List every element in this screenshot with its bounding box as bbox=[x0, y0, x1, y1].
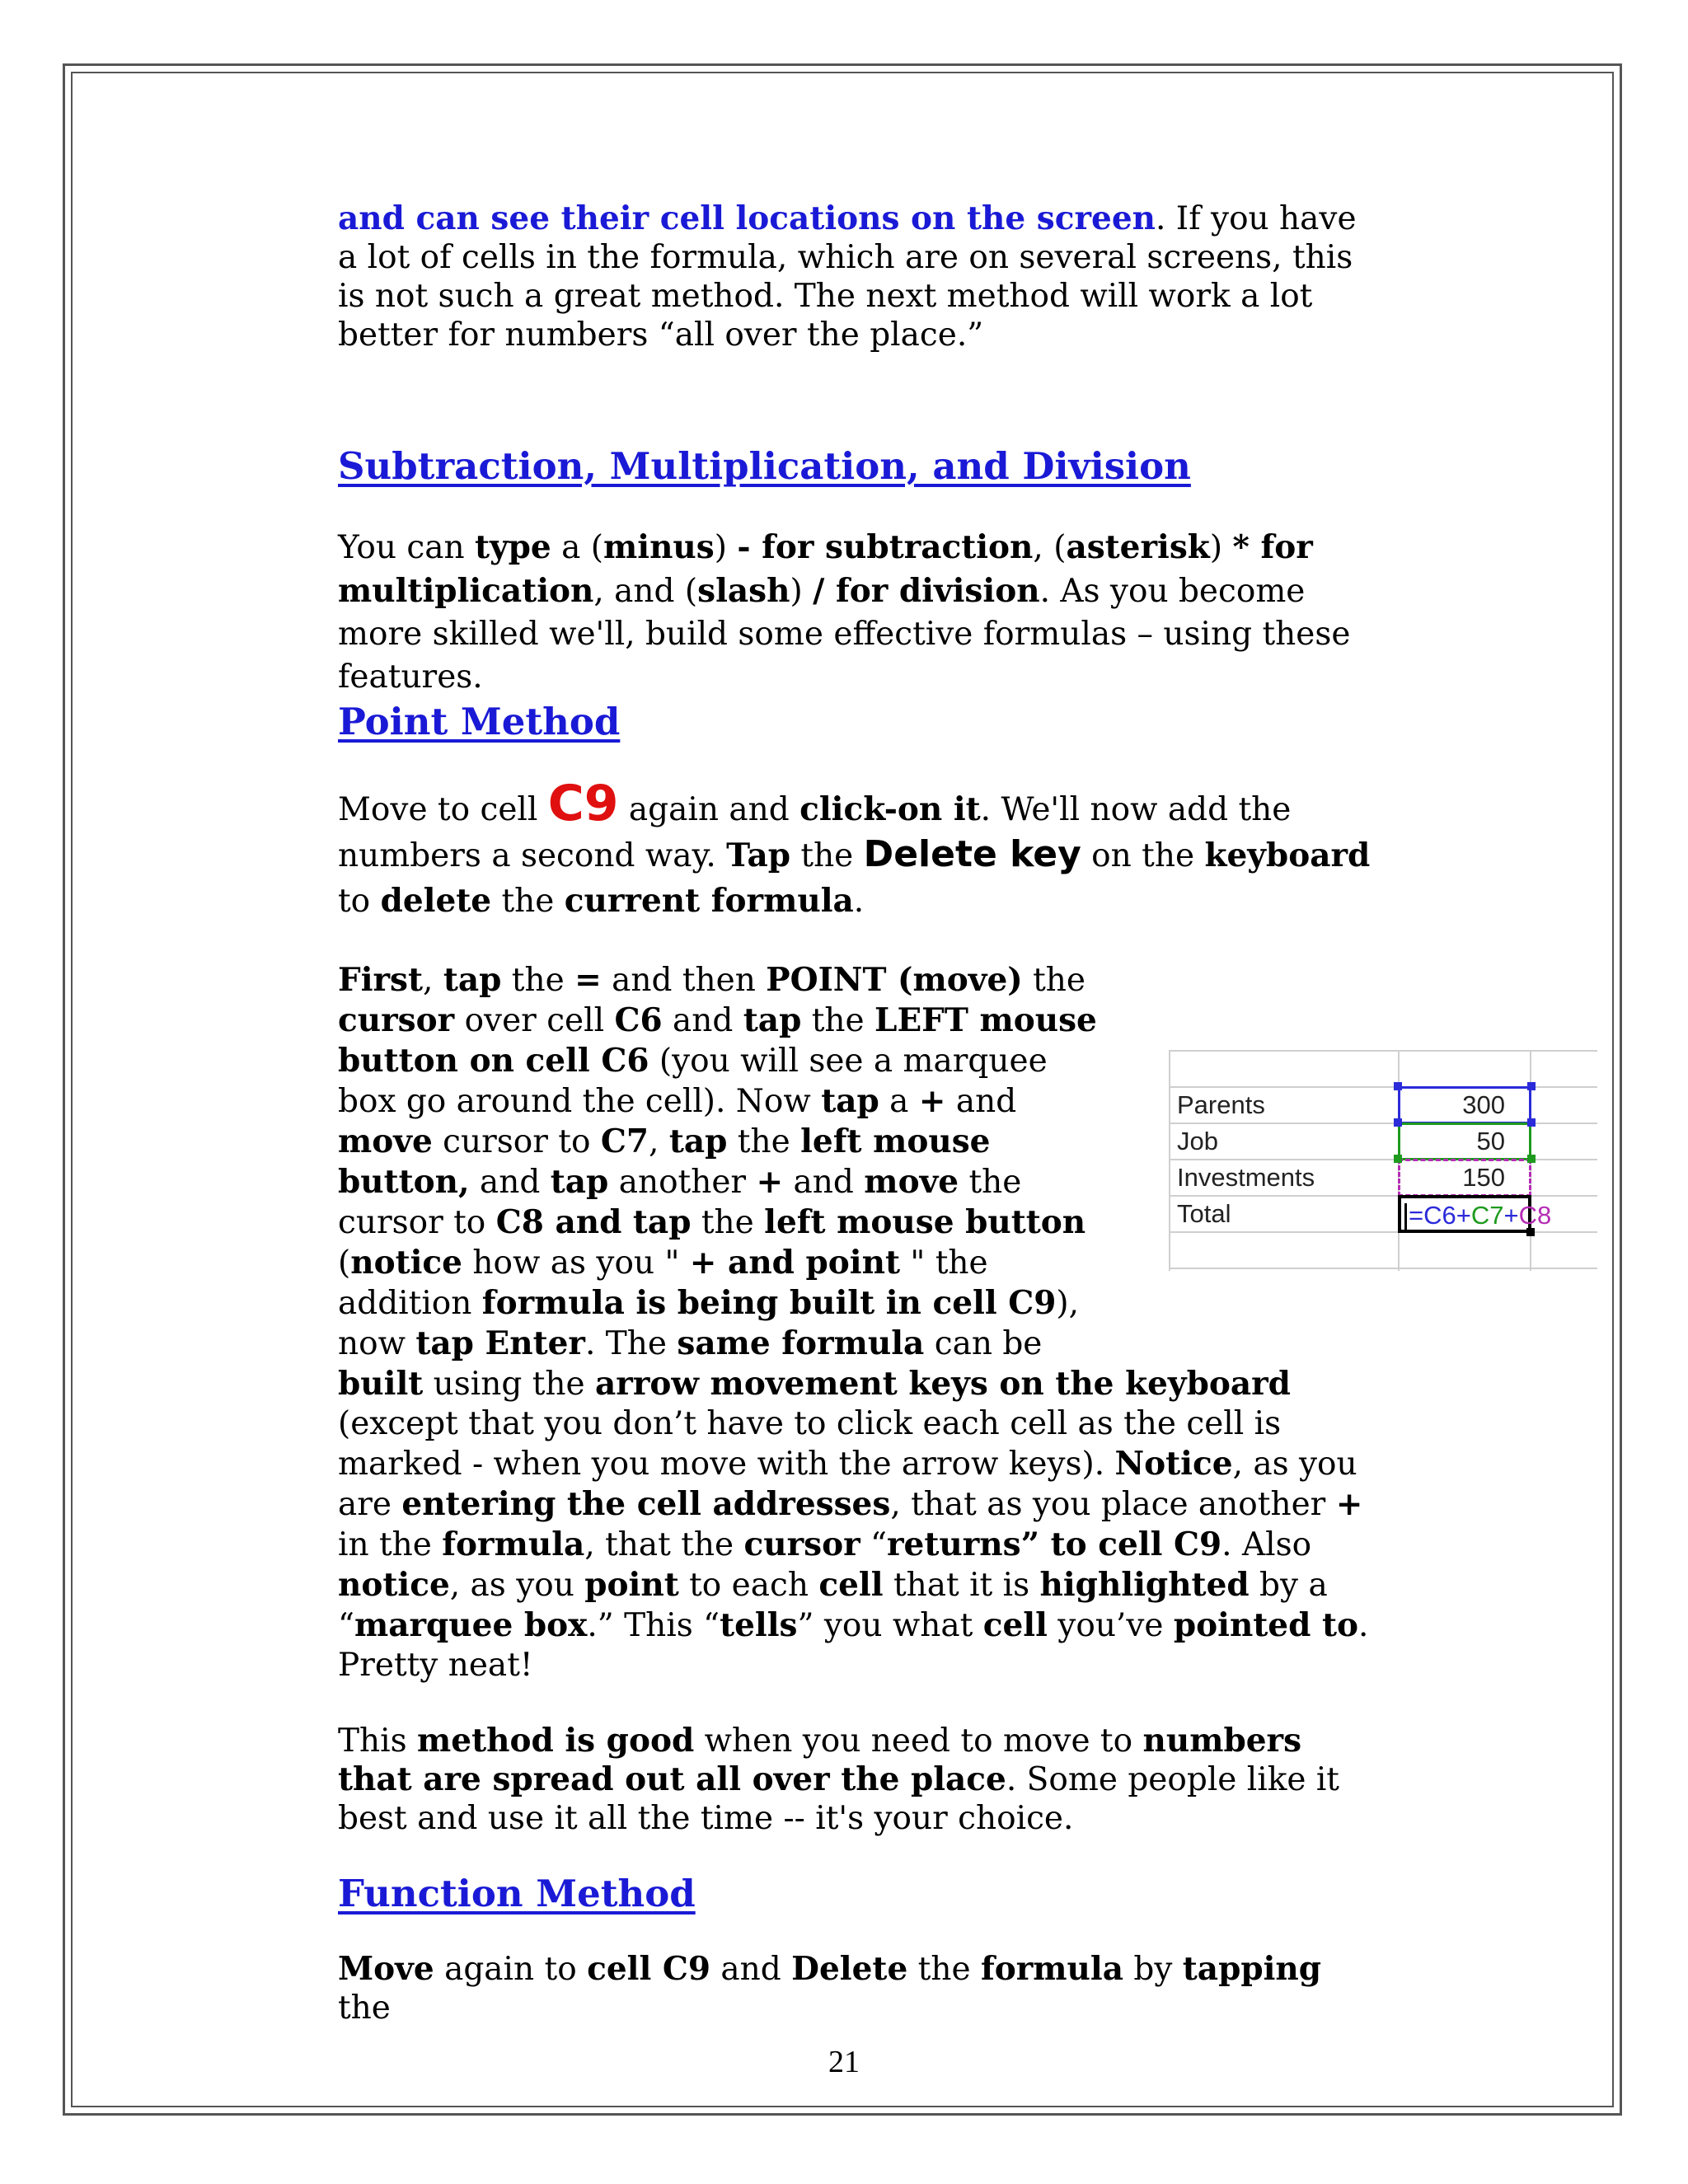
grid-line bbox=[1169, 1050, 1170, 1271]
subtraction-paragraph: You can type a (minus) - for subtraction, (asterisk) * for multiplication, and (slash) / for division. As you become more skilled we'll, build some effective formulas – using these features. bbox=[338, 528, 1351, 696]
row-label-job: Job bbox=[1177, 1127, 1218, 1155]
heading-function-method: Function Method bbox=[338, 1872, 696, 1915]
text-cursor bbox=[1404, 1203, 1407, 1231]
formula-c9: =C6+C7+C8 bbox=[1400, 1198, 1551, 1233]
grid-line bbox=[1169, 1050, 1597, 1052]
point-paragraph-2: First, tap the = and then POINT (move) the cursor over cell C6 and tap the LEFT mouse button on cell C6 (you will see a marquee box go around the cell). Now tap a + and move cursor to C7, tap the left mouse button, and tap another + and move the cursor to C8 and tap the left mouse button (notice how as you " + and point " the addition formula is being built in cell C9), now tap Enter. The same formula can be bbox=[338, 961, 1097, 1362]
heading-point-method: Point Method bbox=[338, 700, 621, 743]
delete-key-callout: Delete key bbox=[863, 833, 1081, 875]
marquee-box-c8 bbox=[1398, 1159, 1531, 1197]
point-paragraph-1: Move to cell C9 again and click-on it. We'll now add the numbers a second way. Tap the Delete key on the keyboard to delete the current formula. bbox=[338, 775, 1371, 920]
cell-c8-value: 150 bbox=[1462, 1163, 1505, 1192]
cell-c9-callout: C9 bbox=[547, 775, 619, 832]
row-label-parents: Parents bbox=[1177, 1090, 1265, 1119]
intro-paragraph: and can see their cell locations on the screen. If you have a lot of cells in the formula, which are on several screens, this is not such a great method. The next method will work a lot better for numbers “all over the place.” bbox=[338, 199, 1357, 354]
cell-c6-value: 300 bbox=[1462, 1090, 1505, 1119]
range-handle bbox=[1527, 1118, 1536, 1127]
range-handle bbox=[1394, 1082, 1402, 1090]
range-handle bbox=[1394, 1118, 1402, 1127]
page-number: 21 bbox=[828, 2045, 860, 2079]
spreadsheet-snippet bbox=[1169, 1050, 1597, 1271]
range-highlight-c7 bbox=[1398, 1122, 1531, 1160]
point-paragraph-3: This method is good when you need to move to numbers that are spread out all over the place. Some people like it best and use it all the time -- it's your choice. bbox=[338, 1722, 1339, 1837]
range-highlight-c6 bbox=[1398, 1086, 1531, 1124]
row-label-investments: Investments bbox=[1177, 1163, 1315, 1192]
range-handle bbox=[1394, 1155, 1402, 1163]
range-handle bbox=[1527, 1082, 1536, 1090]
row-label-total: Total bbox=[1177, 1199, 1231, 1228]
heading-subtraction: Subtraction, Multiplication, and Division bbox=[338, 444, 1191, 488]
grid-line bbox=[1169, 1195, 1597, 1197]
function-paragraph: Move again to cell C9 and Delete the formula by tapping the bbox=[338, 1950, 1322, 2027]
cell-c7-value: 50 bbox=[1476, 1127, 1505, 1155]
range-handle bbox=[1527, 1155, 1536, 1163]
point-paragraph-2-continued: built using the arrow movement keys on the keyboard (except that you don’t have to click each cell as the cell is marked - when you move with the arrow keys). Notice, as you are entering the cell addresses, that as you place another + in the formula, that the cursor “returns” to cell C9. Also notice, as you point to each cell that it is highlighted by a “marquee box.” This “tells” you what cell you’ve pointed to. Pretty neat! bbox=[338, 1365, 1369, 1684]
grid-line bbox=[1169, 1268, 1597, 1269]
